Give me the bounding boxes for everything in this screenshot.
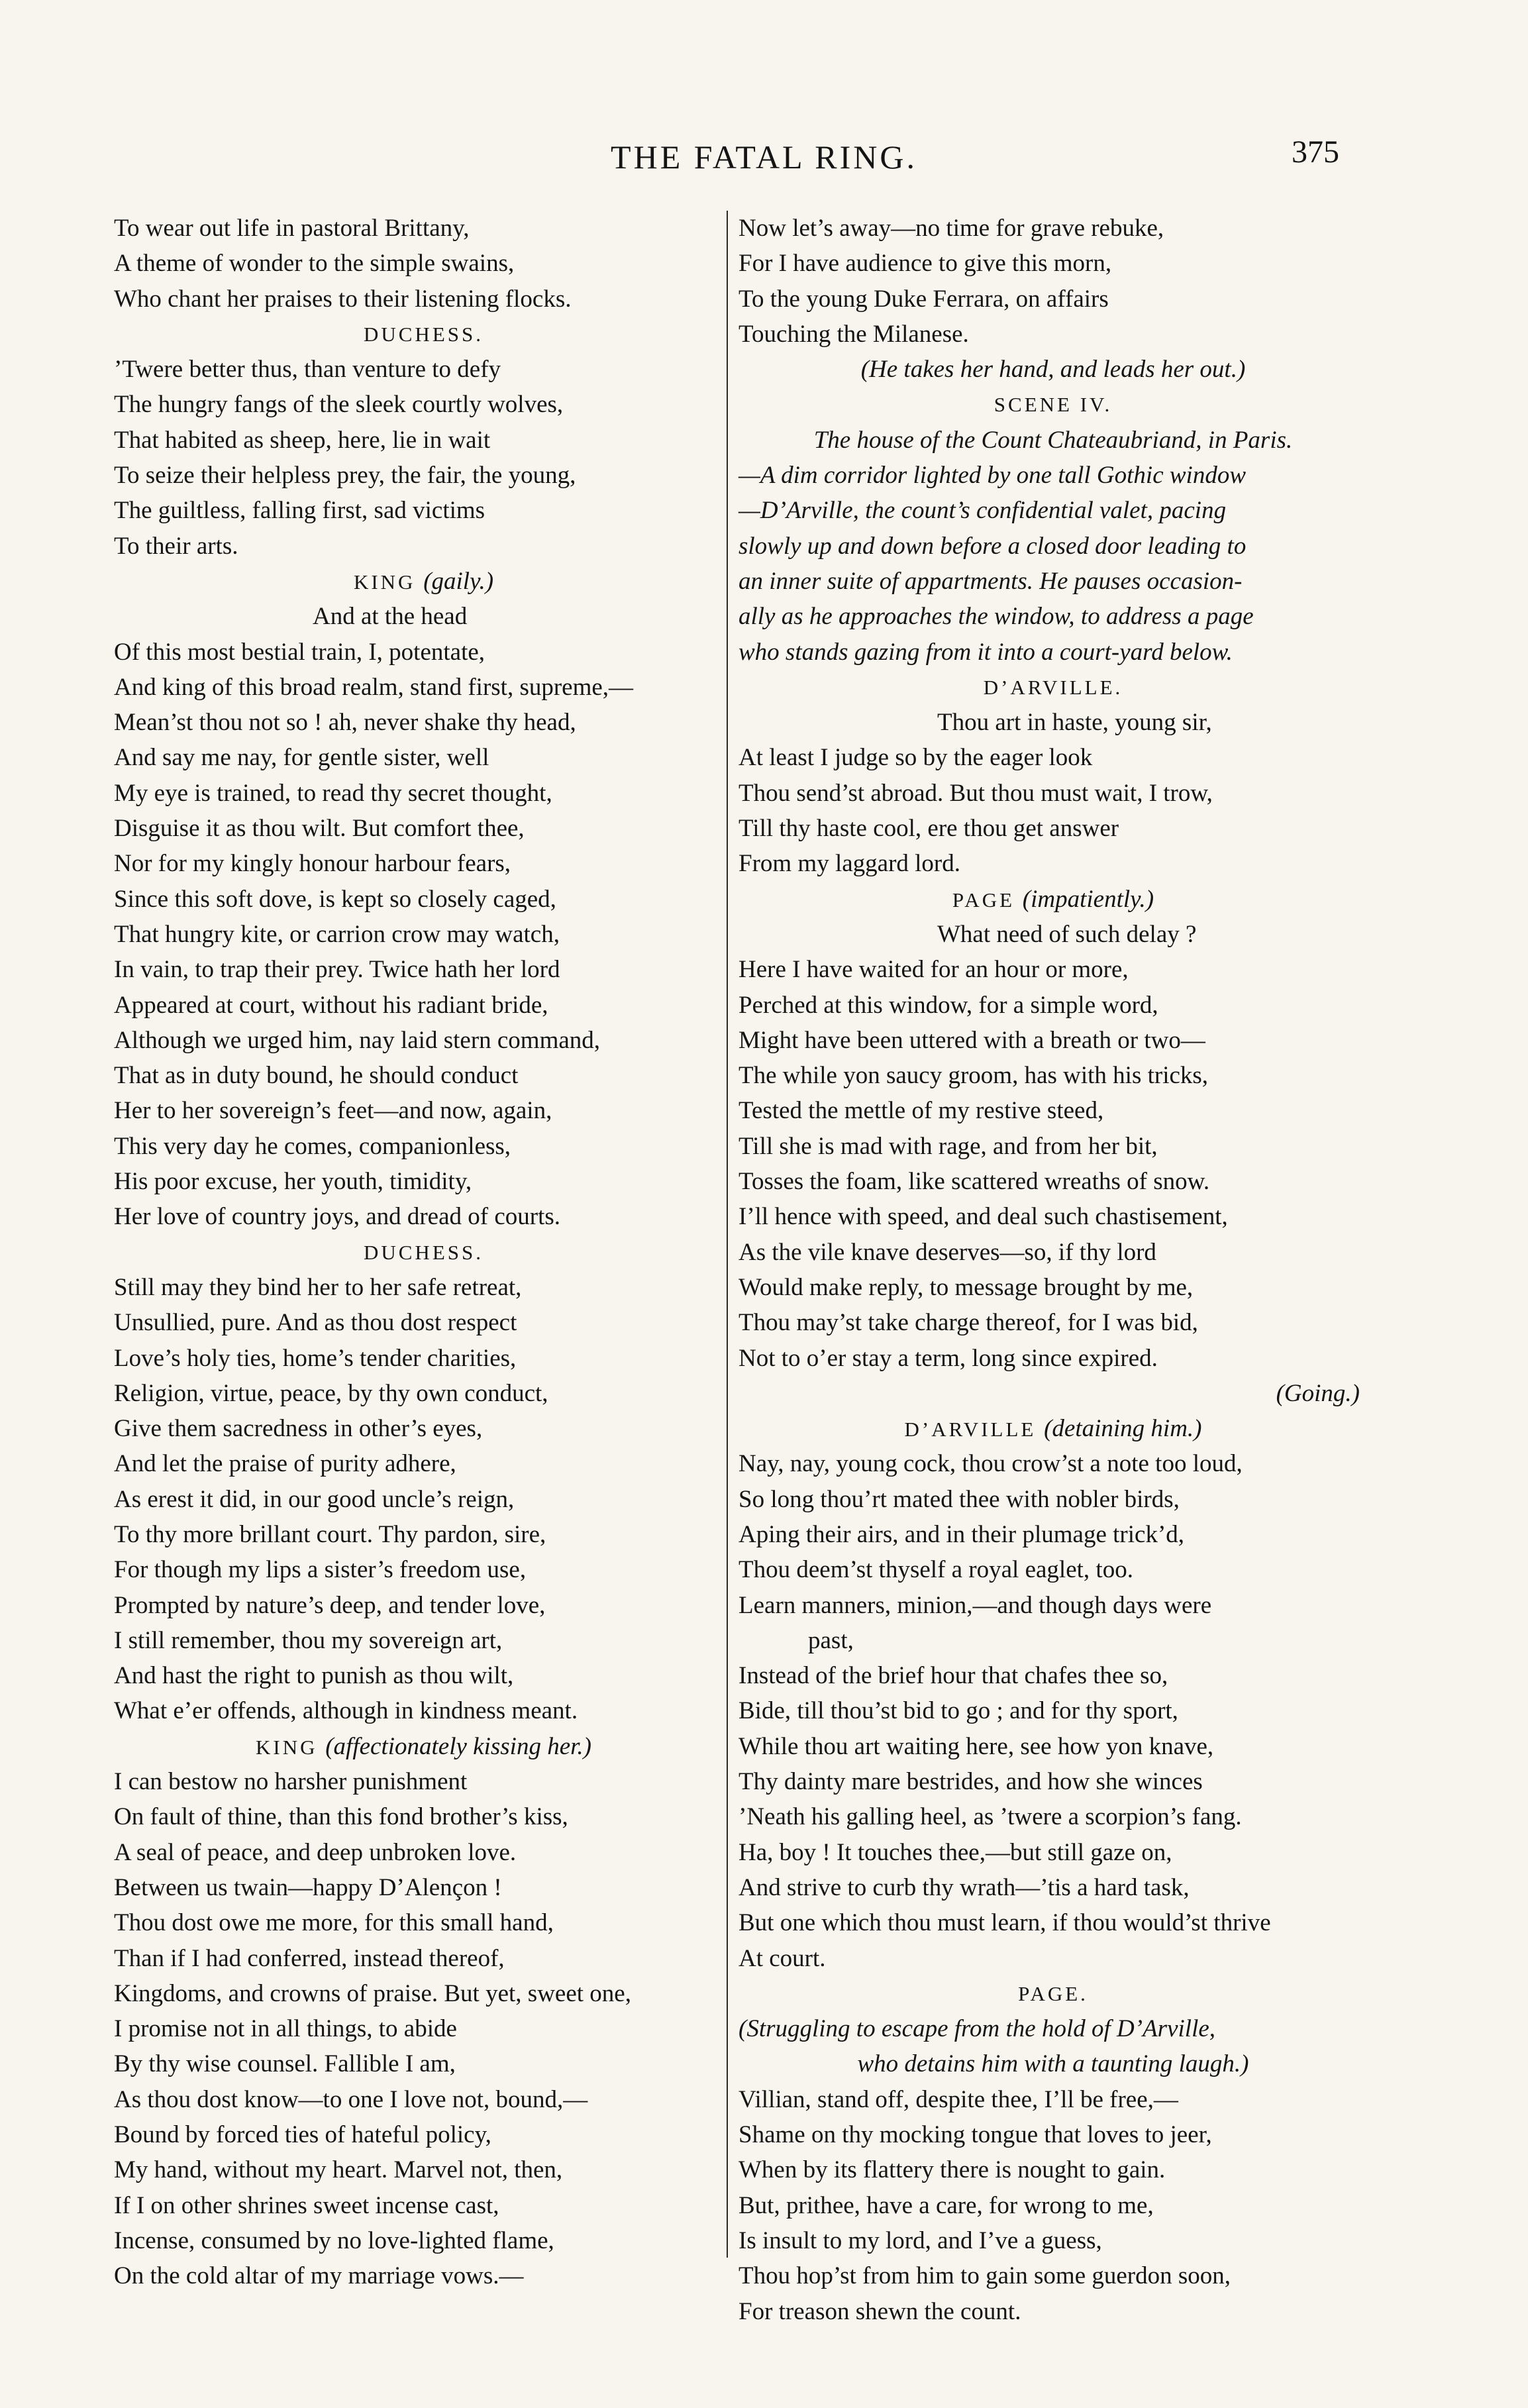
speaker-heading	[114, 1235, 733, 1270]
verse-line: That hungry kite, or carrion crow may watch,	[114, 920, 560, 948]
speaker-heading	[114, 317, 733, 352]
verse-line: Bide, till thou’st bid to go ; and for thy sport,	[739, 1697, 1178, 1725]
verse-line: Disguise it as thou wilt. But comfort thee,	[114, 815, 525, 843]
verse-line: His poor excuse, her youth, timidity,	[114, 1168, 472, 1196]
verse-line: To their arts.	[114, 532, 238, 560]
verse-line: For I have audience to give this morn,	[739, 250, 1112, 278]
speaker-heading	[114, 564, 733, 599]
speaker-name: DUCHESS.	[363, 322, 484, 346]
verse-line: Since this soft dove, is kept so closely caged,	[114, 885, 556, 913]
stage-direction-line: —D’Arville, the count’s confidential valet, pacing	[739, 497, 1227, 525]
verse-line: As thou dost know—to one I love not, bound,—	[114, 2085, 588, 2113]
verse-line: If I on other shrines sweet incense cast,	[114, 2191, 499, 2219]
verse-line: ’Twere better thus, than venture to defy	[114, 356, 501, 384]
verse-line: As the vile knave deserves—so, if thy lord	[739, 1238, 1156, 1266]
verse-line: Nay, nay, young cock, thou crow’st a note too loud,	[739, 1450, 1243, 1478]
verse-line: Thou may’st take charge thereof, for I was bid,	[739, 1309, 1198, 1337]
speaker-heading	[739, 1411, 1368, 1446]
verse-line: And let the praise of purity adhere,	[114, 1450, 456, 1478]
speaker-heading	[114, 1729, 733, 1764]
verse-line: The guiltless, falling first, sad victims	[114, 497, 485, 525]
verse-line: From my laggard lord.	[739, 850, 961, 878]
speaker-name: KING	[255, 1735, 326, 1759]
speaker-heading	[739, 1976, 1368, 2011]
verse-line: At least I judge so by the eager look	[739, 744, 1093, 772]
verse-line: Thou hop’st from him to gain some guerdon soon,	[739, 2262, 1231, 2290]
verse-line: By thy wise counsel. Fallible I am,	[114, 2050, 456, 2078]
stage-direction-line: (Going.)	[1276, 1379, 1360, 1407]
stage-direction-line: (Struggling to escape from the hold of D’Arville,	[739, 2015, 1216, 2043]
stage-direction: (detaining him.)	[1044, 1415, 1202, 1443]
verse-line: When by its flattery there is nought to gain.	[739, 2156, 1166, 2184]
verse-line: I promise not in all things, to abide	[114, 2015, 457, 2043]
verse-line: Prompted by nature’s deep, and tender love,	[114, 1591, 546, 1619]
verse-line: Touching the Milanese.	[739, 320, 969, 348]
right-column	[739, 211, 1368, 2329]
stage-direction-line: who detains him with a taunting laugh.)	[857, 2050, 1249, 2078]
stage-direction-line: slowly up and down before a closed door leading to	[739, 532, 1247, 560]
verse-line: Kingdoms, and crowns of praise. But yet, sweet one,	[114, 1979, 631, 2007]
verse-line: Thou send’st abroad. But thou must wait, I trow,	[739, 779, 1213, 807]
speaker-name: D’ARVILLE.	[983, 675, 1123, 699]
verse-line: And say me nay, for gentle sister, well	[114, 744, 489, 772]
verse-line: My hand, without my heart. Marvel not, then,	[114, 2156, 563, 2184]
speaker-heading	[739, 387, 1368, 422]
stage-direction-line: ally as he approaches the window, to address a page	[739, 603, 1254, 631]
left-column	[114, 211, 733, 2294]
verse-line: But, prithee, have a care, for wrong to me,	[739, 2191, 1154, 2219]
verse-line: The while yon saucy groom, has with his tricks,	[739, 1062, 1209, 1090]
verse-line: While thou art waiting here, see how yon knave,	[739, 1732, 1214, 1760]
stage-direction-line: —A dim corridor lighted by one tall Gothic window	[739, 462, 1247, 490]
verse-line: Ha, boy ! It touches thee,—but still gaze on,	[739, 1838, 1172, 1866]
verse-line: On fault of thine, than this fond brother’s kiss,	[114, 1803, 568, 1831]
stage-direction-line: (He takes her hand, and leads her out.)	[860, 356, 1246, 384]
verse-line: Who chant her praises to their listening flocks.	[114, 285, 572, 313]
verse-line: Her to her sovereign’s feet—and now, again,	[114, 1097, 552, 1125]
verse-line: Incense, consumed by no love-lighted flame,	[114, 2226, 554, 2254]
verse-line: Is insult to my lord, and I’ve a guess,	[739, 2226, 1102, 2254]
speaker-name: D’ARVILLE	[904, 1418, 1044, 1441]
verse-line: Thou art in haste, young sir,	[937, 709, 1212, 737]
verse-line: Although we urged him, nay laid stern command,	[114, 1026, 601, 1054]
verse-line: Might have been uttered with a breath or two—	[739, 1026, 1205, 1054]
verse-line: Shame on thy mocking tongue that loves to jeer,	[739, 2121, 1212, 2149]
verse-line: I can bestow no harsher punishment	[114, 1768, 468, 1796]
stage-direction: (affectionately kissing her.)	[325, 1732, 591, 1760]
stage-direction: (gaily.)	[423, 567, 494, 595]
speaker-name: PAGE.	[1018, 1981, 1088, 2005]
verse-line: What need of such delay ?	[937, 920, 1197, 948]
verse-line: Than if I had conferred, instead thereof,	[114, 1944, 505, 1972]
verse-line: The hungry fangs of the sleek courtly wolves,	[114, 391, 564, 419]
verse-line: Would make reply, to message brought by me,	[739, 1273, 1194, 1301]
verse-line: As erest it did, in our good uncle’s reign,	[114, 1485, 515, 1513]
speaker-name: PAGE	[952, 888, 1023, 912]
verse-line: To wear out life in pastoral Brittany,	[114, 215, 470, 242]
stage-direction-line: who stands gazing from it into a court-yard below.	[739, 638, 1233, 666]
verse-line: past,	[808, 1626, 854, 1654]
page-number: 375	[1292, 134, 1339, 170]
verse-line: Here I have waited for an hour or more,	[739, 956, 1129, 984]
verse-line: Nor for my kingly honour harbour fears,	[114, 850, 511, 878]
verse-line: Her love of country joys, and dread of courts.	[114, 1203, 561, 1231]
verse-line: A theme of wonder to the simple swains,	[114, 250, 515, 278]
verse-line: Appeared at court, without his radiant bride,	[114, 991, 548, 1019]
verse-line: That as in duty bound, he should conduct	[114, 1062, 519, 1090]
speaker-heading	[739, 670, 1368, 705]
verse-line: Of this most bestial train, I, potentate,	[114, 638, 485, 666]
verse-line: Till thy haste cool, ere thou get answer	[739, 815, 1119, 843]
verse-line: To the young Duke Ferrara, on affairs	[739, 285, 1109, 313]
verse-line: Aping their airs, and in their plumage trick’d,	[739, 1520, 1185, 1548]
verse-line: So long thou’rt mated thee with nobler birds,	[739, 1485, 1180, 1513]
stage-direction-line: an inner suite of appartments. He pauses occasion-	[739, 567, 1243, 595]
verse-line: I’ll hence with speed, and deal such chastisement,	[739, 1203, 1228, 1231]
verse-line: And king of this broad realm, stand first, supreme,—	[114, 673, 634, 701]
stage-direction: (impatiently.)	[1022, 885, 1154, 913]
verse-line: Villian, stand off, despite thee, I’ll be free,—	[739, 2085, 1178, 2113]
verse-line: In vain, to trap their prey. Twice hath her lord	[114, 956, 560, 984]
verse-line: And hast the right to punish as thou wilt,	[114, 1662, 514, 1690]
verse-line: On the cold altar of my marriage vows.—	[114, 2262, 524, 2290]
verse-line: Love’s holy ties, home’s tender charities,	[114, 1344, 517, 1372]
verse-line: Not to o’er stay a term, long since expired.	[739, 1344, 1158, 1372]
speaker-name: DUCHESS.	[363, 1240, 484, 1264]
verse-line: That habited as sheep, here, lie in wait	[114, 426, 491, 454]
running-title: THE FATAL RING.	[611, 138, 917, 176]
verse-line: What e’er offends, although in kindness meant.	[114, 1697, 578, 1725]
verse-line: And at the head	[313, 603, 468, 631]
verse-line: Learn manners, minion,—and though days were	[739, 1591, 1212, 1619]
verse-line: ’Neath his galling heel, as ’twere a scorpion’s fang.	[739, 1803, 1242, 1831]
verse-line: For treason shewn the count.	[739, 2297, 1021, 2325]
verse-line: Still may they bind her to her safe retreat,	[114, 1273, 522, 1301]
verse-line: Perched at this window, for a simple word,	[739, 991, 1158, 1019]
verse-line: I still remember, thou my sovereign art,	[114, 1626, 503, 1654]
verse-line: Till she is mad with rage, and from her bit,	[739, 1132, 1158, 1160]
verse-line: And strive to curb thy wrath—’tis a hard task,	[739, 1873, 1190, 1901]
verse-line: Instead of the brief hour that chafes thee so,	[739, 1662, 1168, 1690]
verse-line: Between us twain—happy D’Alençon !	[114, 1873, 502, 1901]
verse-line: This very day he comes, companionless,	[114, 1132, 511, 1160]
verse-line: Now let’s away—no time for grave rebuke,	[739, 215, 1164, 242]
speaker-name: KING	[353, 570, 424, 594]
speaker-heading	[739, 882, 1368, 917]
verse-line: Bound by forced ties of hateful policy,	[114, 2121, 491, 2149]
verse-line: Give them sacredness in other’s eyes,	[114, 1415, 483, 1443]
verse-line: Religion, virtue, peace, by thy own conduct,	[114, 1379, 548, 1407]
verse-line: Thy dainty mare bestrides, and how she winces	[739, 1768, 1203, 1796]
speaker-name: SCENE IV.	[993, 393, 1113, 417]
verse-line: To thy more brillant court. Thy pardon, sire,	[114, 1520, 546, 1548]
verse-line: Thou deem’st thyself a royal eaglet, too.	[739, 1556, 1133, 1584]
verse-line: For though my lips a sister’s freedom use,	[114, 1556, 527, 1584]
verse-line: Unsullied, pure. And as thou dost respect	[114, 1309, 517, 1337]
verse-line: At court.	[739, 1944, 826, 1972]
verse-line: To seize their helpless prey, the fair, the young,	[114, 462, 576, 490]
verse-line: Tosses the foam, like scattered wreaths of snow.	[739, 1168, 1210, 1196]
verse-line: Tested the mettle of my restive steed,	[739, 1097, 1104, 1125]
verse-line: A seal of peace, and deep unbroken love.	[114, 1838, 517, 1866]
verse-line: My eye is trained, to read thy secret thought,	[114, 779, 552, 807]
verse-line: Mean’st thou not so ! ah, never shake thy head,	[114, 709, 576, 737]
column-divider	[727, 211, 728, 2258]
stage-direction-line: The house of the Count Chateaubriand, in Paris.	[813, 426, 1293, 454]
verse-line: But one which thou must learn, if thou would’st thrive	[739, 1909, 1271, 1937]
verse-line: Thou dost owe me more, for this small hand,	[114, 1909, 554, 1937]
